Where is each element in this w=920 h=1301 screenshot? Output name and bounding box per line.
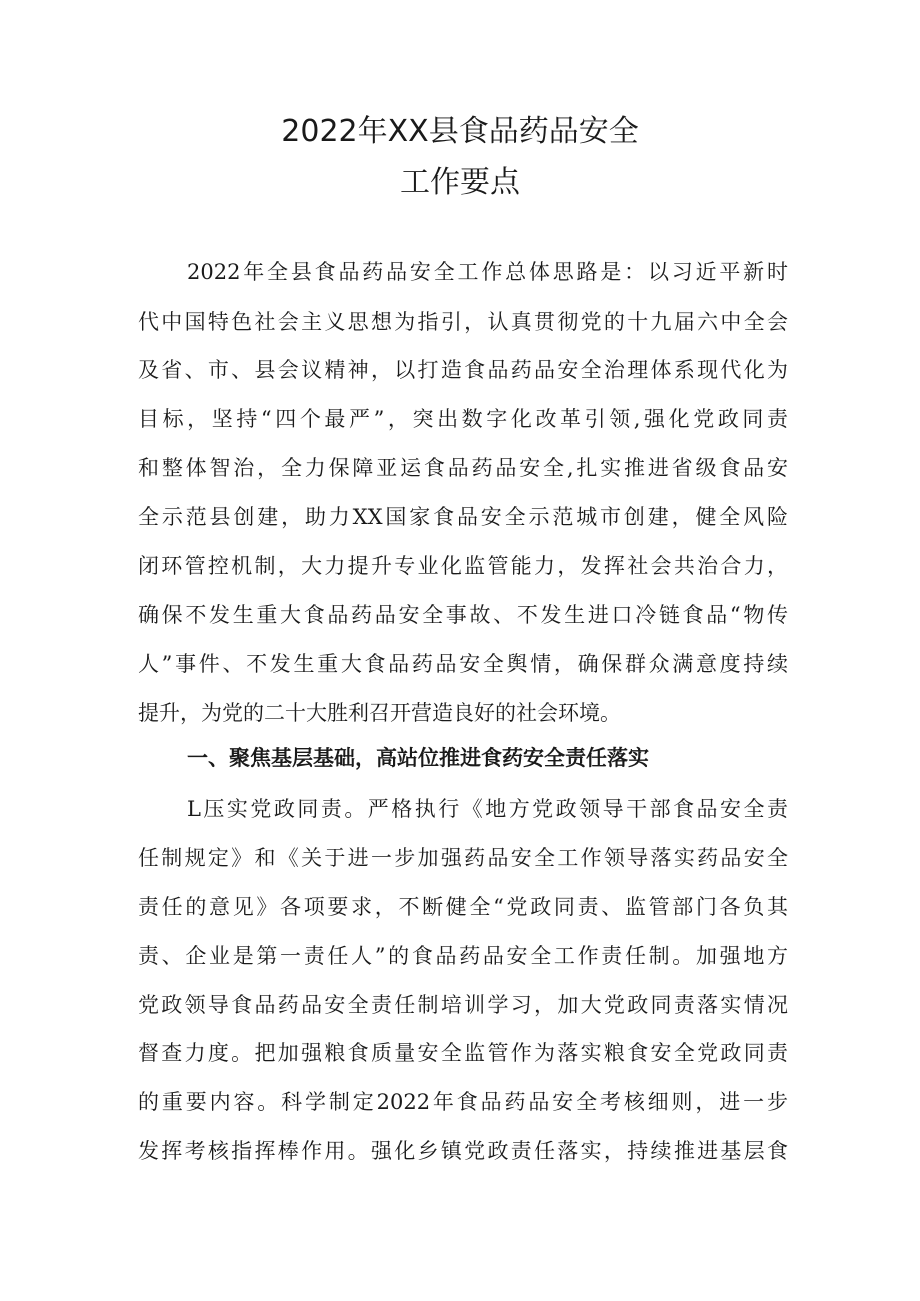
paragraph-1-line: 2022年全县食品药品安全工作总体思路是：以习近平新时 <box>187 260 788 284</box>
paragraph-1-line: 目标，坚持“四个最严”，突出数字化改革引领,强化党政同责 <box>138 407 788 431</box>
paragraph-1-line: 闭环管控机制，大力提升专业化监管能力，发挥社会共治合力， <box>138 554 788 578</box>
paragraph-2-line: 责任的意见》各项要求，不断健全“党政同责、监管部门各负其 <box>138 895 788 919</box>
paragraph-2-line: 督查力度。把加强粮食质量安全监管作为落实粮食安全党政同责 <box>138 1041 788 1065</box>
paragraph-1-line: 提升，为党的二十大胜利召开营造良好的社会环境。 <box>138 701 621 725</box>
paragraph-1-line: 和整体智治，全力保障亚运食品药品安全,扎实推进省级食品安 <box>138 456 788 480</box>
paragraph-1-line: 及省、市、县会议精神，以打造食品药品安全治理体系现代化为 <box>138 358 788 382</box>
paragraph-1-line: 确保不发生重大食品药品安全事故、不发生进口冷链食品“物传 <box>138 603 788 627</box>
paragraph-2-line: 任制规定》和《关于进一步加强药品安全工作领导落实药品安全 <box>138 846 788 870</box>
paragraph-2-line: L压实党政同责。严格执行《地方党政领导干部食品安全责 <box>187 797 788 821</box>
paragraph-2-line: 责、企业是第一责任人”的食品药品安全工作责任制。加强地方 <box>138 944 788 968</box>
document-title-line-2: 工作要点 <box>400 165 520 200</box>
paragraph-2-line: 党政领导食品药品安全责任制培训学习，加大党政同责落实情况 <box>138 993 788 1017</box>
document-title-line-1: 2022年XX县食品药品安全 <box>281 114 639 149</box>
paragraph-1-line: 人”事件、不发生重大食品药品安全舆情，确保群众满意度持续 <box>138 652 788 676</box>
paragraph-1-line: 代中国特色社会主义思想为指引，认真贯彻党的十九届六中全会 <box>138 310 788 334</box>
paragraph-2-line: 的重要内容。科学制定2022年食品药品安全考核细则，进一步 <box>138 1090 788 1114</box>
section-1-heading: 一、聚焦基层基础，高站位推进食药安全责任落实 <box>187 746 649 770</box>
paragraph-2-line: 发挥考核指挥棒作用。强化乡镇党政责任落实，持续推进基层食 <box>138 1139 788 1163</box>
paragraph-1-line: 全示范县创建，助力XX国家食品安全示范城市创建，健全风险 <box>138 505 788 529</box>
